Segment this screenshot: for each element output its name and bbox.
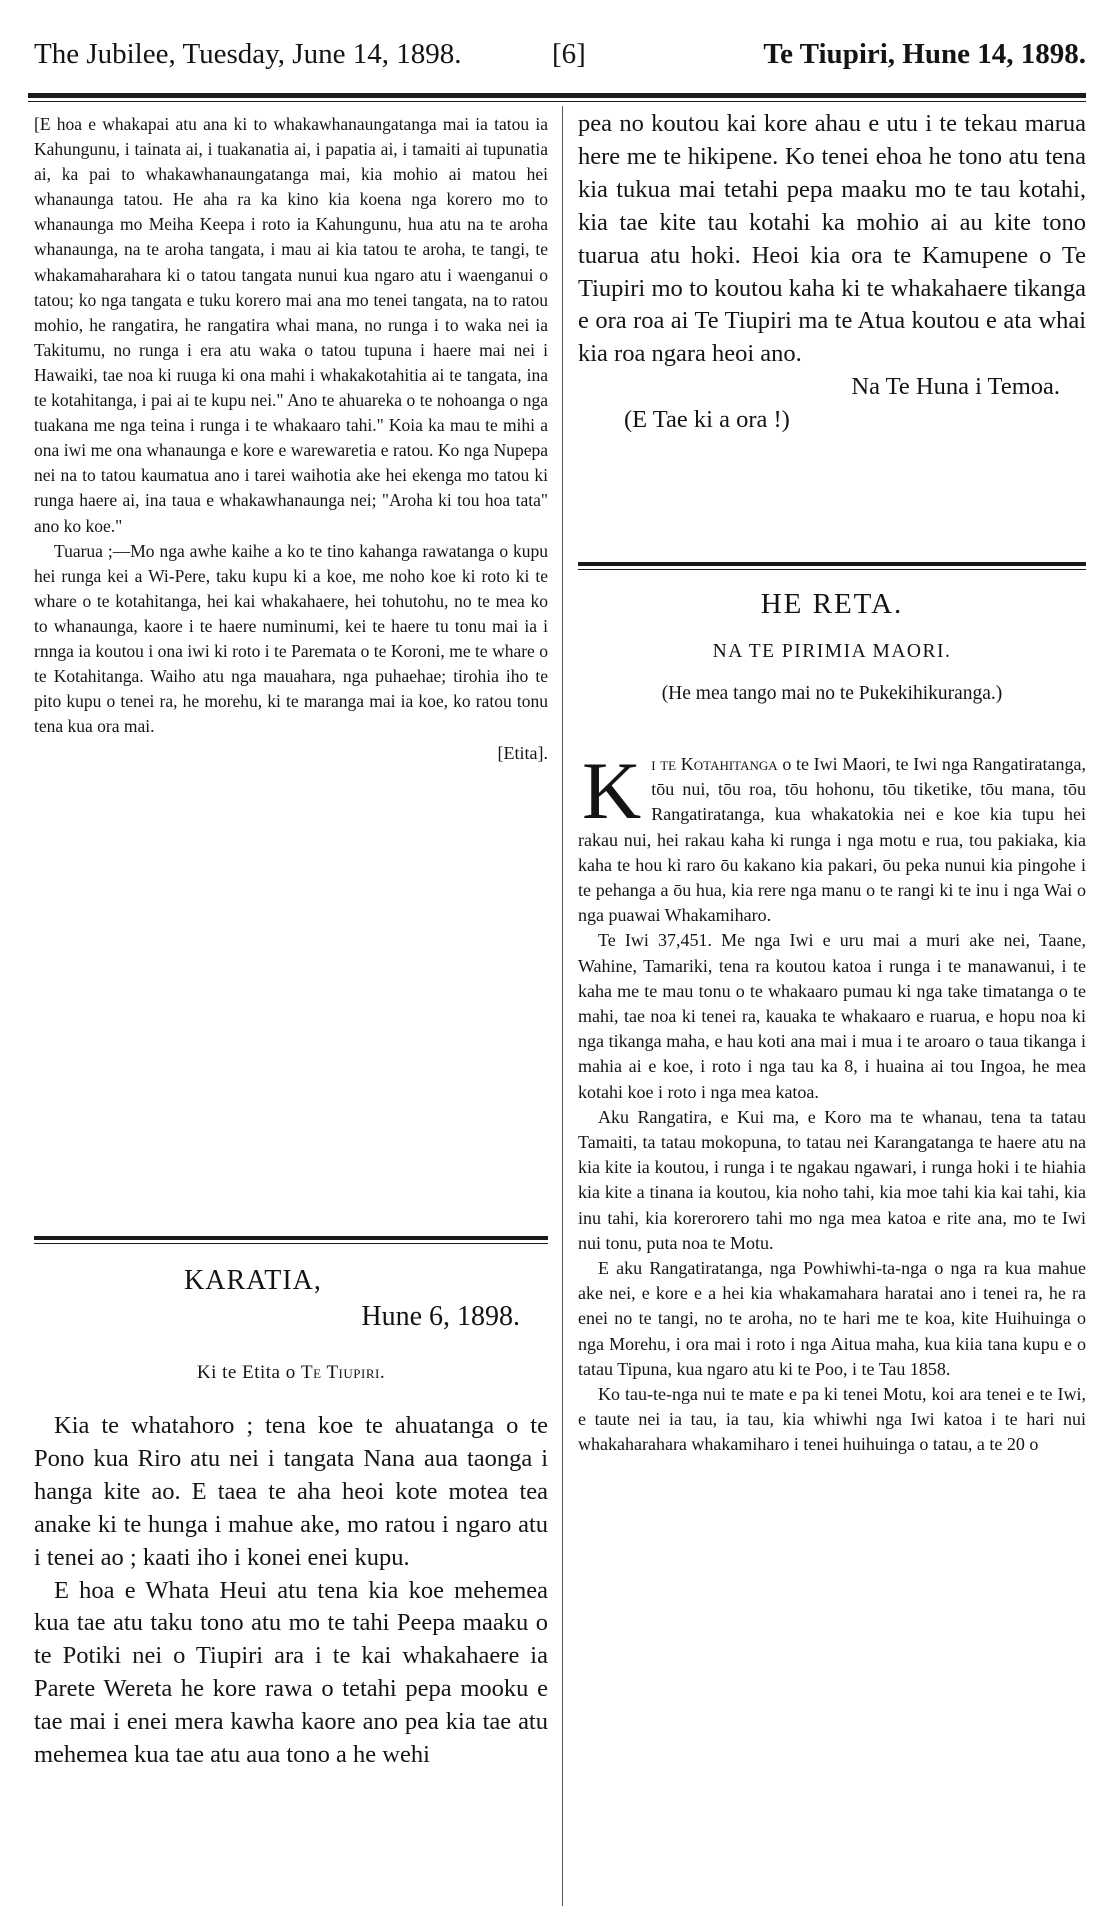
header-right-title: Te Tiupiri, Hune 14, 1898. [763,38,1086,70]
section-rule-thin [34,1243,548,1244]
drop-cap: K [582,745,642,836]
he-reta-paragraph-2: Te Iwi 37,451. Me nga Iwi e uru mai a muri ake nei, Taane, Wahine, Tamariki, tena ra koutou katoa i runga i te manawanui, i te kaha me te mau tonu o te whakaaro pumau ki nga take timatanga o te mahi, tae noa ki tenei ra, kauaka te whakaaro e ruarua, e hopu noa ki nga tikanga maha, e hau koti ana mai i mua i te aroaro o taua tikanga i mahia ai e koe, i roto i nga tau ka 8, i huaina ai tou Ingoa, he mea kotahi koe i roto i nga mea katoa. [578,930,1086,1102]
editorial-reply [34,112,548,766]
he-reta-paragraph-1: o te Iwi Maori, te Iwi nga Rangatiratanga, tōu nui, tōu roa, tōu hohonu, tōu tiketike, tōu mana, tōu Rangatiratanga, kua whakatokia nei e koe kia tupu hei rakau nui, hei rakau kaha ki runga i nga motu e rua, tou pakiaka, kia kaha te hou ki raro ōu kakano kia pakari, ōu peka nunui kia pingohe i te pehanga a ōu hua, kia rere nga manu o te rangi ki te inu i nga Wai o nga puawai Whakamiharo. [578,754,1086,926]
karatia-date: Hune 6, 1898. [361,1301,520,1332]
karatia-letter-body [34,1410,548,1772]
salutation-newspaper-name: Te Tiupiri. [301,1362,386,1383]
he-reta-paragraph-3: Aku Rangatira, e Kui ma, e Koro ma te whanau, tena ta tatau Tamaiti, ta tatau mokopuna, to tatau nei Karangatanga te haere atu na kia kite ia koutou, i runga i te ngakau ngawari, i runga hoki i te hiahia kia kite a tinana ia koutou, kia noho tahi, kia moe tahi kia kai tahi, kia inu tahi, kia korerorero tahi mo nga mea katoa e rite ana, mo te Iwi nui tonu, puta noa te Motu. [578,1106,1086,1253]
he-reta-subtitle: NA TE PIRIMIA MAORI. [712,641,952,662]
header-rule-thin [28,101,1086,102]
continuation-text: pea no koutou kai kore ahau e utu i te tekau marua here me te hikipene. Ko tenei ehoa he tono atu tena kia tukua mai tetahi pepa maaku mo te tau kotahi, kia tae kite tau kotahi ka mohio ai au kite tono tuarua atu hoki. Heoi kia ora te Kamupene o Te Tiupiri mo to koutou kaha ki te whakahaere tikanga e ora roa ai Te Tiupiri ma te Atua koutou e ata whai kia roa ngara heoi ano. [578,110,1086,368]
editorial-paragraph-1: [E hoa e whakapai atu ana ki to whakawhanaungatanga mai ia tatou ia Kahungunu, i tainata ai, i tuakanatia ai, i papatia ai, i tamaiti ai tupunatia ai, ka pai to whakawhanaungatanga mai, kia mohio ai matou hei whanaunga tatou. He aha ra ka kino kia koena nga korero mo to whanaunga mo Meiha Keepa i roto ia Kahungunu, hua atu na te aroha whanaunga, na te aroha tangata, i mau ai kia tatou te aroha, te tangi, te whakamaharahara ki o tatou tangata nunui kua ngaro atu i waenganui o tatou; ko nga tangata e tuku korero mai ana mo tenei tangata, na to ratou mohio, he rangatira, he rangatira whai mana, no runga i to waka nei ia Takitumu, no runga i era atu waka o tatou tupuna i haere mai nei i Hawaiki, tae noa ki ruuga ki ona mahi i whakakotahitia ai te tangata, ina te kotahitanga, i pai ai te kupu nei." Ano te ahuareka o te nohoanga o nga tuakana me nga teina i runga i te whakaaro tahi." Koia ka mau te mihi a ona iwi me ona whanaunga e kore e warewaretia e ratou. Ko nga Nupepa nei na to tatou kaumatua ano i tarei waihotia ake hei ekenga mo tatou ki runga haere ai, ina taua e whakawhanaunga nei; "Aroha ki tou hoa tata" ano ko koe." [34,114,548,536]
he-reta-paragraph-4: E aku Rangatiratanga, nga Powhiwhi-ta-nga o nga ra kua mahue ake nei, e kore e a hei kia whakamahara haratai ano i tenei ra, he ra enei no te tangi, no te aroha, no te hari me te koa, kite Huihuinga o nga Morehu, i ora mai i roto i nga Aitua maha, kua kiia tana kupu e o tatau Tipuna, kua ngaro atu ki te Poo, i te Tau 1858. [578,1258,1086,1379]
he-reta-heading [578,586,1086,708]
column-divider [562,106,563,1906]
continuation-greeting: (E Tae ki a ora !) [624,406,790,434]
salutation-prefix: Ki te Etita o [196,1362,296,1383]
he-reta-title: HE RETA. [760,588,904,620]
karatia-paragraph-1: Kia te whatahoro ; tena koe te ahuatanga o te Pono kua Riro atu nei i tangata Nana aua taonga i hanga kite ao. E taea te aha heoi kote motea tea anake ki te hunga i mahue ake, mo ratou i ngaro atu i tenei ao ; kaati iho i konei enei kupu. [34,1412,548,1571]
karatia-salutation-row [34,1360,548,1386]
header-left-title: The Jubilee, Tuesday, June 14, 1898. [34,38,462,70]
he-reta-body [578,745,1086,1458]
letter-continuation [578,108,1086,437]
section-rule-thick-right [578,562,1086,566]
karatia-paragraph-2: E hoa e Whata Heui atu tena kia koe mehemea kua tae atu taku tono atu mo te tahi Peepa maaku o te Potiki nei o Tiupiri ara i te kai whakahaere ia Parete Wereta he kore rawa o tetahi pepa mooku e tae mai i enei mera kawha kaore ano pea kia tae atu mehemea kua tae atu aua tono a he wehi [34,1576,548,1769]
editorial-signature: [Etita]. [497,743,548,764]
karatia-date-row [34,1300,548,1334]
header-rule-thick [28,93,1086,98]
section-rule-thick [34,1236,548,1240]
karatia-salutation [34,1360,548,1386]
section-rule-thin-right [578,569,1086,570]
karatia-title: KARATIA, [184,1265,322,1296]
continuation-signature: Na Te Huna i Temoa. [851,373,1060,401]
he-reta-source-note: (He mea tango mai no te Pukekihikuranga.) [661,683,1003,704]
karatia-heading [34,1264,548,1298]
opening-phrase: i te Kotahitanga [651,754,778,774]
he-reta-paragraph-5: Ko tau-te-nga nui te mate e pa ki tenei Motu, koi ara tenei e te Iwi, e taute nei ia tau, ia tau, kia whiwhi nga Iwi katoa i te hari nui whakaharahara whakamiharo i tenei huihuinga o tatau, a te 20 o [578,1384,1086,1455]
editorial-paragraph-2: Tuarua ;—Mo nga awhe kaihe a ko te tino kahanga rawatanga o kupu hei runga kei a Wi-Pere, taku kupu ki a koe, me noho koe ki roto ki te whare o te kotahitanga, hei kai whakahaere, hei tohutohu, no te mea ko to whanaunga, kaore i te haere numinumi, kei te haere tu tonu mai ia i rnnga ia koutou i ona iwi ki roto i te Paremata o te Koroni, me te whare o te Kotahitanga. Waiho atu nga mauahara, nga puhaehae; tirohia iho te pito kupu o tenei ra, he morehu, ki te maranga mai ia koe, ko ratou tonu tena kua ora mai. [34,540,548,737]
page-number: [6] [552,38,586,70]
